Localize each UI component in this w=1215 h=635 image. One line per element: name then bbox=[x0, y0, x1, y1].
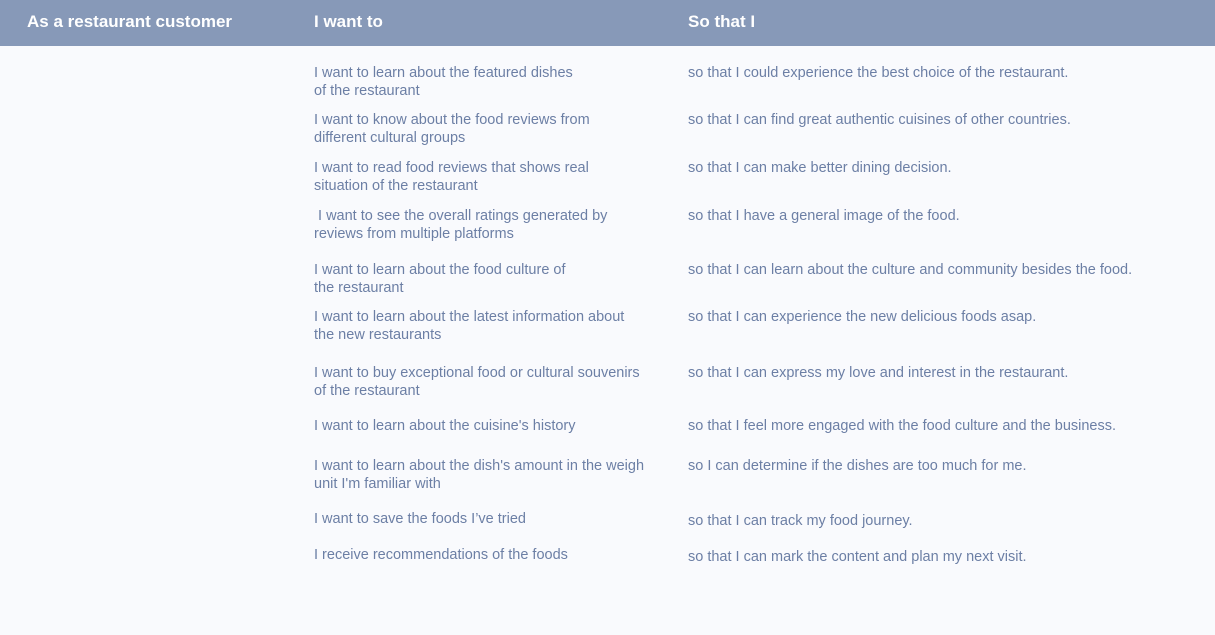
so-that-cell: so that I can make better dining decision. bbox=[688, 160, 952, 176]
want-cell: I want to read food reviews that shows real situation of the restaurant bbox=[314, 160, 589, 194]
so-that-cell: so that I could experience the best choice of the restaurant. bbox=[688, 65, 1069, 81]
so-that-cell: so I can determine if the dishes are too much for me. bbox=[688, 458, 1027, 474]
so-that-cell: so that I can track my food journey. bbox=[688, 513, 913, 529]
want-cell: I want to see the overall ratings generated by reviews from multiple platforms bbox=[314, 208, 608, 242]
so-that-cell: so that I can find great authentic cuisines of other countries. bbox=[688, 112, 1071, 128]
want-cell: I want to learn about the latest information about the new restaurants bbox=[314, 309, 625, 343]
header-customer: As a restaurant customer bbox=[27, 12, 233, 31]
want-cell: I want to learn about the featured dishes of the restaurant bbox=[314, 65, 573, 99]
table-header bbox=[0, 0, 1215, 46]
so-that-cell: so that I can experience the new delicious foods asap. bbox=[688, 309, 1037, 325]
want-cell: I want to learn about the cuisine's history bbox=[314, 418, 576, 434]
so-that-cell: so that I can mark the content and plan my next visit. bbox=[688, 549, 1027, 565]
want-cell: I want to save the foods I’ve tried bbox=[314, 511, 526, 527]
so-that-cell: so that I can express my love and interest in the restaurant. bbox=[688, 365, 1069, 381]
so-that-cell: so that I have a general image of the food. bbox=[688, 208, 960, 224]
header-so-that-i: So that I bbox=[688, 12, 756, 31]
want-cell: I want to know about the food reviews from different cultural groups bbox=[314, 112, 590, 146]
want-cell: I want to learn about the food culture of the restaurant bbox=[314, 262, 566, 296]
header-i-want-to: I want to bbox=[314, 12, 383, 31]
so-that-cell: so that I feel more engaged with the food culture and the business. bbox=[688, 418, 1117, 434]
want-cell: I receive recommendations of the foods bbox=[314, 547, 568, 563]
want-cell: I want to learn about the dish's amount in the weigh unit I'm familiar with bbox=[314, 458, 645, 492]
so-that-cell: so that I can learn about the culture and community besides the food. bbox=[688, 262, 1133, 278]
want-cell: I want to buy exceptional food or cultural souvenirs of the restaurant bbox=[314, 365, 640, 399]
